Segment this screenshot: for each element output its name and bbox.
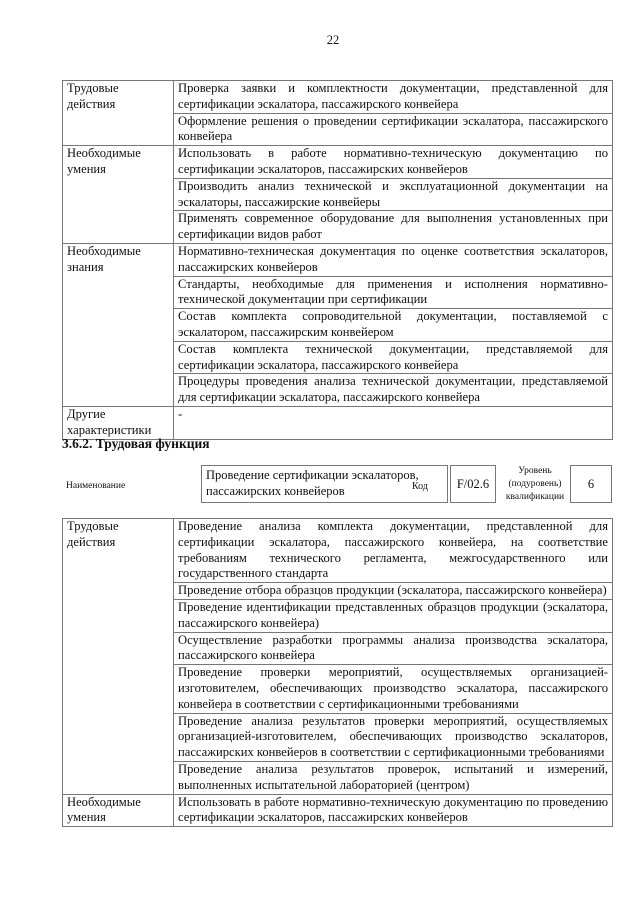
row-item: Использовать в работе нормативно-техническую документацию по сертификации эскалаторов, пассажирских конвейеров [174, 146, 613, 179]
name-label: Наименование [66, 481, 126, 491]
page-number: 22 [326, 33, 340, 47]
row-label: Другие характеристики [63, 406, 174, 439]
row-label: Необходимые знания [63, 243, 174, 406]
row-item: Проведение отбора образцов продукции (эскалатора, пассажирского конвейера) [174, 583, 613, 600]
row-item: Проведение анализа результатов проверок, испытаний и измерений, выполненных испытательной лабораторией (центром) [174, 761, 613, 794]
row-item: Оформление решения о проведении сертификации эскалатора, пассажирского конвейера [174, 113, 613, 146]
row-item: Проведение анализа результатов проверки мероприятий, осуществляемых организацией-изготовителем, обеспечивающих производство эскалаторов, пассажирских конвейеров в соответствии с сертификационными требованиями [174, 713, 613, 761]
row-item: Проведение проверки мероприятий, осуществляемых организацией-изготовителем, обеспечивающих производство эскалатора, пассажирского конвейера в соответствии с сертификационными требованиями [174, 665, 613, 713]
row-item: Использовать в работе нормативно-техническую документацию по проведению сертификации эскалаторов, пассажирских конвейеров [174, 794, 613, 827]
table-row [63, 146, 613, 179]
code-label: Код [412, 481, 428, 492]
row-item: Состав комплекта технической документации, представляемой для сертификации эскалатора, пассажирского конвейера [174, 341, 613, 374]
table-row [63, 519, 613, 583]
table-row [63, 81, 613, 114]
requirements-table-1 [62, 80, 613, 440]
row-item: Осуществление разработки программы анализа производства эскалатора, пассажирского конвейера [174, 632, 613, 665]
requirements-table-2 [62, 518, 613, 827]
name-value: Проведение сертификации эскалаторов, пассажирских конвейеров [201, 465, 448, 503]
row-item: Процедуры проведения анализа технической документации, представляемой для сертификации эскалатора, пассажирского конвейера [174, 374, 613, 407]
row-item: Производить анализ технической и эксплуатационной документации на эскалаторы, пассажирские конвейеры [174, 178, 613, 211]
row-item: Проверка заявки и комплектности документации, представленной для сертификации эскалатора, пассажирского конвейера [174, 81, 613, 114]
table-row [63, 406, 613, 439]
row-label: Необходимые умения [63, 794, 174, 827]
table-row [63, 794, 613, 827]
row-item: Проведение идентификации представленных образцов продукции (эскалатора, пассажирского конвейера) [174, 599, 613, 632]
row-item: - [174, 406, 613, 439]
code-value: F/02.6 [450, 465, 496, 503]
row-item: Состав комплекта сопроводительной документации, поставляемой с эскалатором, пассажирским конвейером [174, 309, 613, 342]
function-header [62, 465, 613, 507]
row-item: Нормативно-техническая документация по оценке соответствия эскалаторов, пассажирских конвейеров [174, 243, 613, 276]
row-label: Необходимые умения [63, 146, 174, 244]
row-label: Трудовые действия [63, 81, 174, 146]
table-row [63, 243, 613, 276]
level-label: Уровень (подуровень) квалификации [505, 466, 565, 502]
section-heading: 3.6.2. Трудовая функция [62, 436, 210, 451]
row-item: Проведение анализа комплекта документации, представленной для сертификации эскалатора, пассажирского конвейера, на соответствие требованиям технического регламента, межгосударственного или государственного стандарта [174, 519, 613, 583]
row-label: Трудовые действия [63, 519, 174, 795]
row-item: Стандарты, необходимые для применения и исполнения нормативно-технической документации при сертификации [174, 276, 613, 309]
row-item: Применять современное оборудование для выполнения установленных при сертификации видов работ [174, 211, 613, 244]
level-value: 6 [570, 465, 612, 503]
